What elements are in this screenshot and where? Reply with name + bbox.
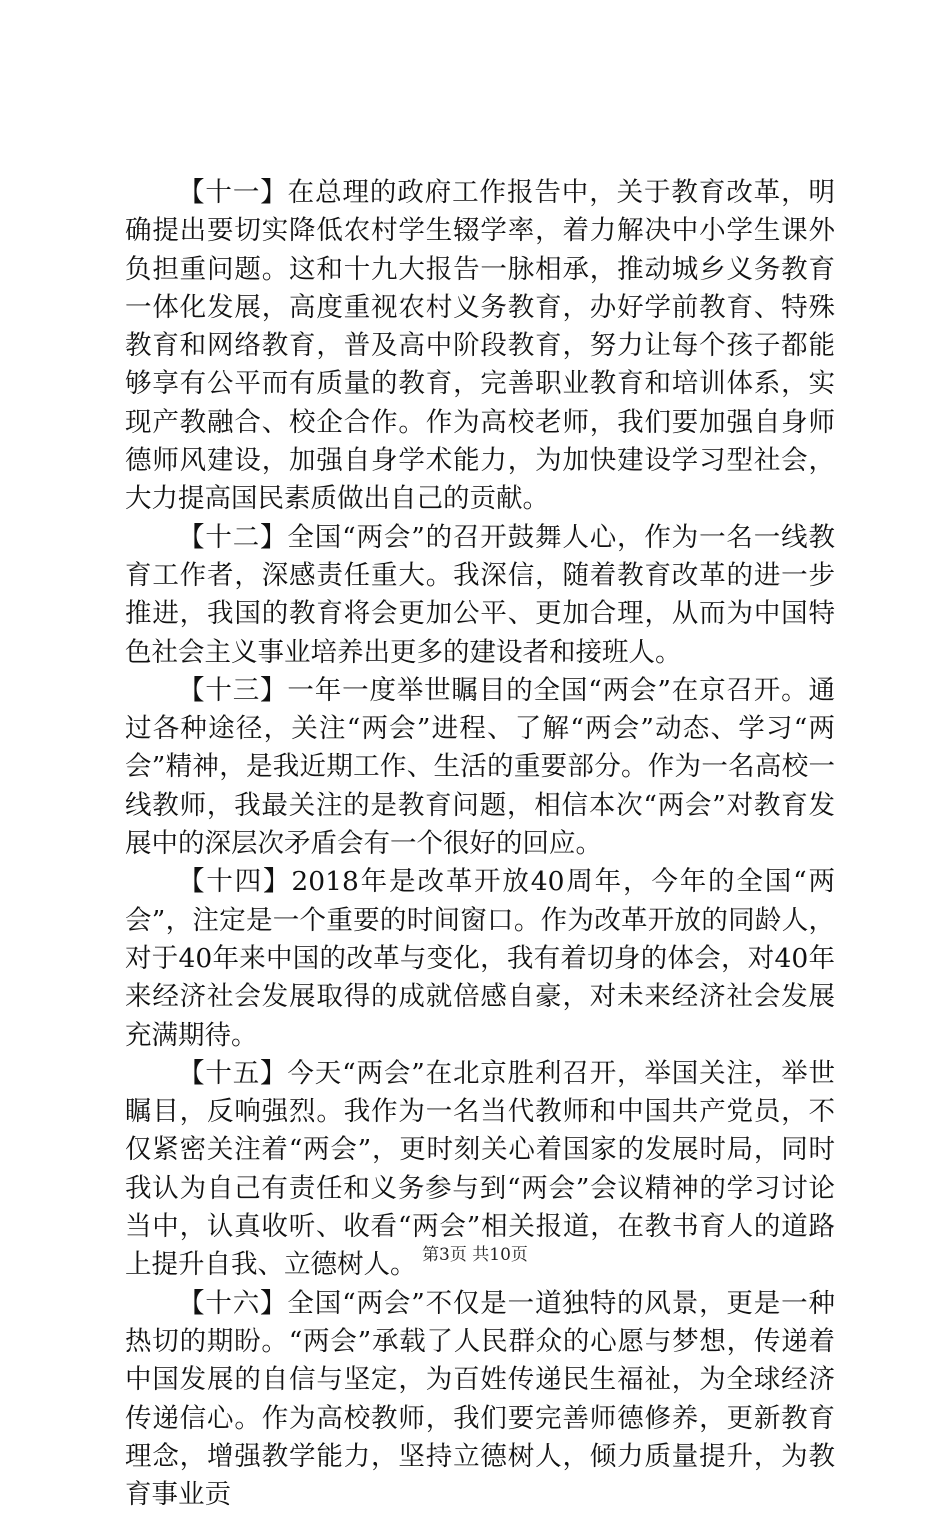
document-body <box>125 174 835 1514</box>
paragraph-12: 【十二】全国“两会”的召开鼓舞人心，作为一名一线教育工作者，深感责任重大。我深信，随着教育改革的进一步推进，我国的教育将会更加公平、更加合理，从而为中国特色社会主义事业培养出更多的建设者和接班人。 <box>125 521 835 668</box>
paragraph-13: 【十三】一年一度举世瞩目的全国“两会”在京召开。通过各种途径，关注“两会”进程、了解“两会”动态、学习“两会”精神，是我近期工作、生活的重要部分。作为一名高校一线教师，我最关注的是教育问题，相信本次“两会”对教育发展中的深层次矛盾会有一个很好的回应。 <box>125 674 835 860</box>
page-footer <box>0 1244 950 1266</box>
paragraph-16: 【十六】全国“两会”不仅是一道独特的风景，更是一种热切的期盼。“两会”承载了人民群众的心愿与梦想，传递着中国发展的自信与坚定，为百姓传递民生福祉，为全球经济传递信心。作为高校教师，我们要完善师德修养，更新教育理念，增强教学能力，坚持立德树人，倾力质量提升，为教育事业贡 <box>125 1287 835 1511</box>
paragraph-14: 【十四】2018年是改革开放40周年，今年的全国“两会”，注定是一个重要的时间窗口。作为改革开放的同龄人，对于40年来中国的改革与变化，我有着切身的体会，对40年来经济社会发展取得的成就倍感自豪，对未来经济社会发展充满期待。 <box>125 866 835 1051</box>
page-number-label: 第3页 共10页 <box>422 1245 528 1265</box>
paragraph-15: 【十五】今天“两会”在北京胜利召开，举国关注，举世瞩目，反响强烈。我作为一名当代教师和中国共产党员，不仅紧密关注着“两会”，更时刻关心着国家的发展时局，同时我认为自己有责任和义务参与到“两会”会议精神的学习讨论当中，认真收听、收看“两会”相关报道，在教书育人的道路上提升自我、立德树人。 <box>125 1057 835 1281</box>
paragraph-11: 【十一】在总理的政府工作报告中，关于教育改革，明确提出要切实降低农村学生辍学率，着力解决中小学生课外负担重问题。这和十九大报告一脉相承，推动城乡义务教育一体化发展，高度重视农村义务教育，办好学前教育、特殊教育和网络教育，普及高中阶段教育，努力让每个孩子都能够享有公平而有质量的教育，完善职业教育和培训体系，实现产教融合、校企合作。作为高校老师，我们要加强自身师德师风建设，加强自身学术能力，为加快建设学习型社会，大力提高国民素质做出自己的贡献。 <box>125 177 835 515</box>
